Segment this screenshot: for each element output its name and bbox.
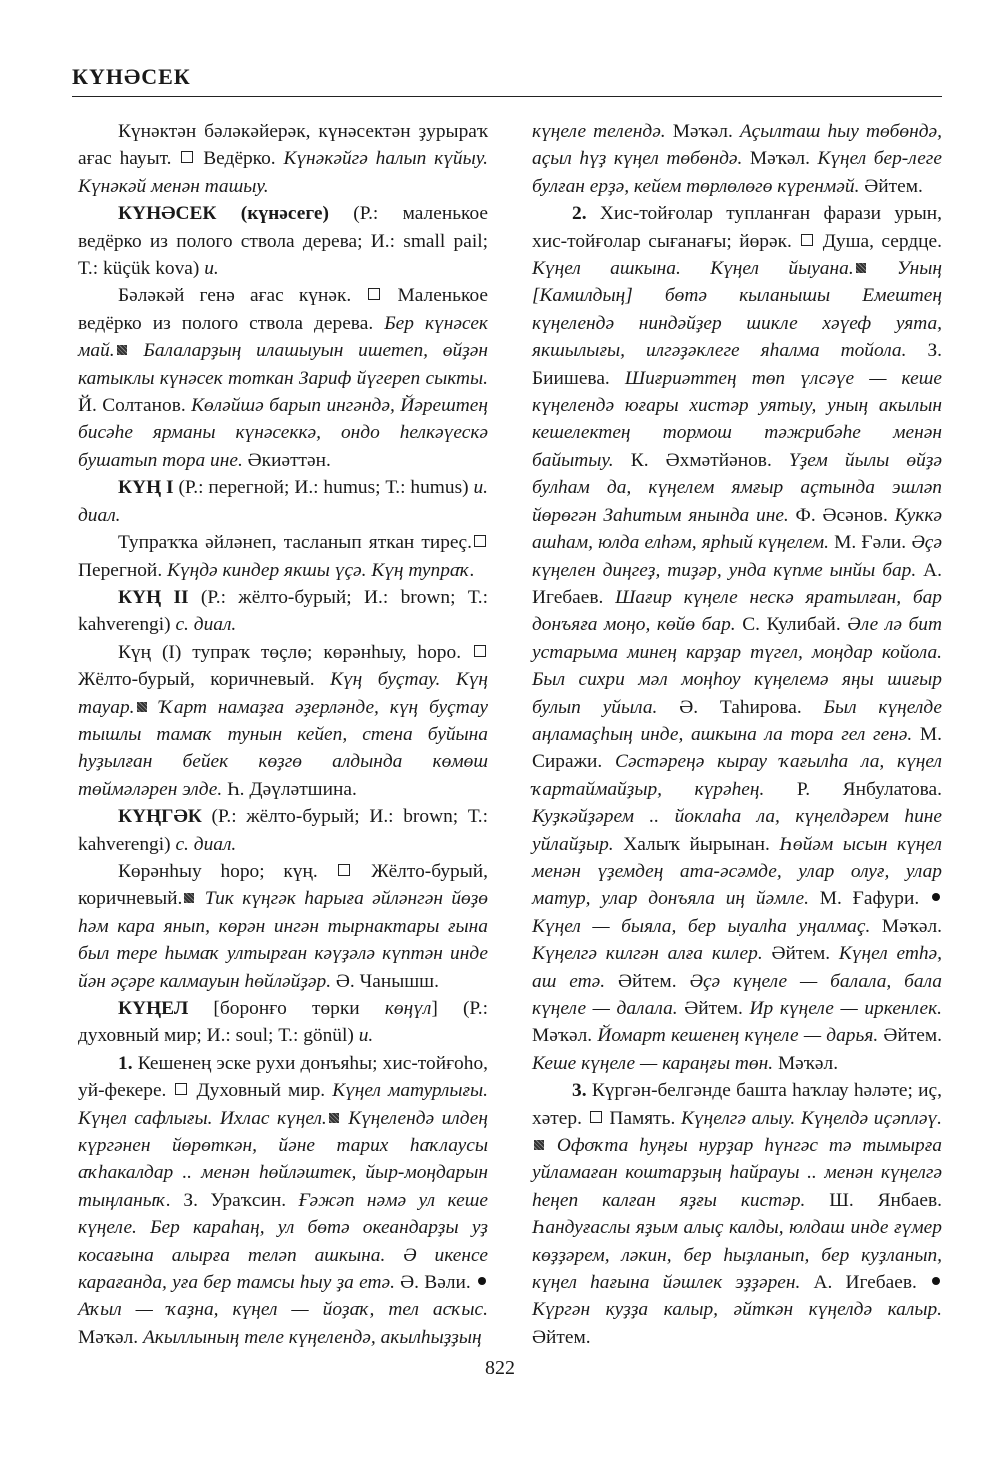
paragraph: Бәләкәй генә ағас күнәк. Маленькое ведёрко из полого ствола дерева. Бер күнәсек май. Балаларҙың илашыуын ишетеп, өйҙән катыклы күнәсек тоткан Зариф йүгереп сыкты. Й. Солтанов. Көләйшә барып ингәндә, Йәрештең бисәһе ярманы күнәсеккә, ондо һелкәүескә бушатып тора ине. Әкиәттән. [78, 285, 489, 471]
dictionary-entry: КҮҢ I (Р.: перегной; И.: humus; Т.: humus) и. диал. [78, 477, 488, 526]
open-square-icon [368, 288, 380, 300]
running-head: КҮНӘСЕК [72, 64, 191, 89]
open-square-icon [338, 864, 350, 876]
filled-square-icon [534, 1140, 544, 1150]
left-column [78, 118, 488, 1351]
filled-square-icon [184, 893, 194, 903]
filled-square-icon [137, 702, 147, 712]
headword: КҮҢ I [118, 477, 174, 499]
filled-square-icon [856, 263, 866, 273]
filled-square-icon [117, 345, 127, 355]
page-number: 822 [485, 1357, 515, 1379]
dictionary-entry: КҮҢГӘК (Р.: жёлто-бурый; И.: brown; Т.: kahverengi) с. диал. [78, 806, 488, 855]
dictionary-entry: КҮҢ II (Р.: жёлто-бурый; И.: brown; Т.: kahverengi) с. диал. [78, 586, 488, 636]
headword: КҮҢ II [118, 586, 189, 608]
headword: КҮҢЕЛ [118, 998, 189, 1019]
open-square-icon [474, 645, 486, 657]
open-square-icon [590, 1111, 602, 1123]
paragraph: Тупраҡҡа әйләнеп, тасланып яткан тиреç. Перегной. Күңдә киндер якшы үçә. Күң тупраҡ. [78, 529, 488, 584]
open-square-icon [801, 234, 813, 246]
dictionary-entry: КҮНӘСЕК (күнәсеге) (Р.: маленькое ведёрко из полого ствола дерева; И.: small pail; Т.: küçük kova) и. [78, 203, 489, 280]
bullet-icon [932, 1277, 940, 1285]
sense-paragraph: 2. Хис-тойғолар тупланған фарази урын, хис-тойғолар сығанағы; йөрәк. Душа, сердце. Күңел ашкына. Күңел йыуана. Уның [Камилдың] бөтә кыланышы Емештең күңелендә ниндәйҙер шикле хәүеф уята, якшылығы, илгәҙәклеге яһалма тойола. З. Биишева. Шиғриәттең төп үлсәүе — кеше күңелендә юғары хистәр уятыу, уның акылын кешелектең тормош тәжрибәһе менән байытыу. К. Әхмәтйәнов. Үҙем йылы өйҙә булһам да, күңелем ямғыр аçтында эшләп йөрөгән Заһитым янында ине. Ф. Әсәнов. Куккә ашһам, юлда елһәм, ярһый күңелем. М. Ғәли. Әçә күңелен диңгеҙ, тиҙәр, унда күпме ынйы бар. А. Игебаев. Шағир күңеле нескә яратылған, бар донъяға моңо, көйө бар. С. Кулибай. Әле лә бит устарыма минең карҙар түгел, моңдар койола. Был сихри мәл моңһоу күңелемә яңы шиғыр булып уйыла. Ә. Таһирова. Был күңелде аңламаçһың инде, ашкына ла тора гел генә. М. Сиражи. Сәстәреңә кырау ҡағылһа ла, күңел ҡартаймайҙыр, күрәһең. Р. Янбулатова. Куҙкәйҙәрем .. йоклаһа ла, күңелдәрем һине уйлайҙыр. Халыҡ йырынан. Һөйәм ысын күңел менән үҙемдең ата-әсәмде, улар олуғ, улар матур, улар донъяла иң йәмле. М. Ғафури. Күңел — быяла, бер ыуалһа уңалмаç. Мәҡәл. Күңелгә килгән алға килер. Әйтем. Күңел етһә, аш етә. Әйтем. Әçә күңеле — балала, бала күңеле — далала. Әйтем. Ир күңеле — иркенлек. Мәҡәл. Йомарт кешенең күңеле — дарья. Әйтем. Кеше күңеле — караңғы төн. Мәҡәл. [532, 203, 943, 1074]
sense-number: 2. [572, 203, 587, 225]
dictionary-entry: КҮҢЕЛ [боронғо төрки көңүл] (Р.: духовный мир; И.: soul; Т.: gönül) и. [78, 998, 489, 1047]
header-rule [72, 96, 942, 97]
paragraph: Күнәктән бәләкәйерәк, күнәсектән ҙурыраҡ ағас һауыт. Ведёрко. Күнәкәйгә һалып күйыу. Күнәкәй менән ташыу. [78, 121, 488, 197]
sense-paragraph: 3. Күргән-белгәнде башта һаҡлау һәләте; иç, хәтер. Память. Күңелгә алыу. Күңелдә иçәпләү. Офоҡта һуңғы нурҙар һүнгәс тә тымырға уйламаған коштарҙың һайрауы .. менән күңелгә һеңеп калған яҙғы кистәр. Ш. Янбаев. Һандуғаслы яҙым алыç калды, юлдаш инде ғүмер көҙҙәрем, ләкин, бер һыҙланып, бер куҙланып, күңел һағына йәшлек эҙҙәрен. А. Игебаев. Күргән куҙҙа калыр, әйткән күңелдә калыр. Әйтем. [532, 1080, 942, 1348]
bullet-icon [478, 1277, 486, 1285]
open-square-icon [474, 535, 486, 547]
sense-paragraph: 1. Кешенең эске рухи донъяһы; хис-тойғоһо, уй-фекере. Духовный мир. Күңел матурлығы. Күңел сафлығы. Ихлас күңел. Күңелендә илдең күргәнен йөрөткән, йәне тарих һаҡлаусы аҡһакалдар .. менән һөйләштек, йыр-моңдарын тыңланыҡ. З. Ураҡсин. Ғәжәп нәмә ул кеше күңеле. Бер караһаң, ул бөтә океандарҙы уҙ косағына алырға теләп ашкына. Ә икенсе карағанда, уға бер тамсы һыу ҙа етә. Ә. Вәли. Аҡыл — ҡаҙна, күңел — йоҙаҡ, тел асҡыс. Мәҡәл. Акыллының теле күңелендә, акылһыҙҙың [78, 1052, 489, 1348]
paragraph: Күң (I) тупраҡ төçлө; көрәнһыу, һоро. Жёлто-бурый, коричневый. Күң буçтау. Күң тауар. Ҡарт намаҙға әҙерләнде, күң буçтау тышлы тамаҡ тунын кейеп, стена буйына һуҙылған бейек көҙгө алдында көмөш төймәләрен элде. Һ. Дәүләтшина. [78, 641, 489, 800]
sense-number: 3. [572, 1080, 587, 1102]
continued-paragraph: күңеле телендә. Мәҡәл. Аçылташ һыу төбөндә, аçыл һүҙ күңел төбөндә. Мәҡәл. Күңел бер-леге булған ерҙә, кейем төрлөлөгө күренмәй. Әйтем. [532, 121, 942, 197]
sense-number: 1. [118, 1052, 133, 1074]
filled-square-icon [329, 1113, 339, 1123]
right-column [532, 118, 942, 1351]
paragraph: Көрәнһыу һоро; күң. Жёлто-бурый, коричневый. Тик күңгәк һарыға әйләнгән йөҙө һәм кара янып, көрән ингән тырнактары ғына был тере һымаҡ ултырған кәүҙәлә күптән инде йән әçәре калмауын һөйләйҙәр. Ә. Чанышш. [78, 860, 488, 992]
open-square-icon [175, 1083, 187, 1095]
headword: КҮНӘСЕК (күнәсеге) [118, 203, 329, 225]
open-square-icon [181, 151, 193, 163]
headword: КҮҢГӘК [118, 806, 202, 828]
bullet-icon [932, 893, 940, 901]
